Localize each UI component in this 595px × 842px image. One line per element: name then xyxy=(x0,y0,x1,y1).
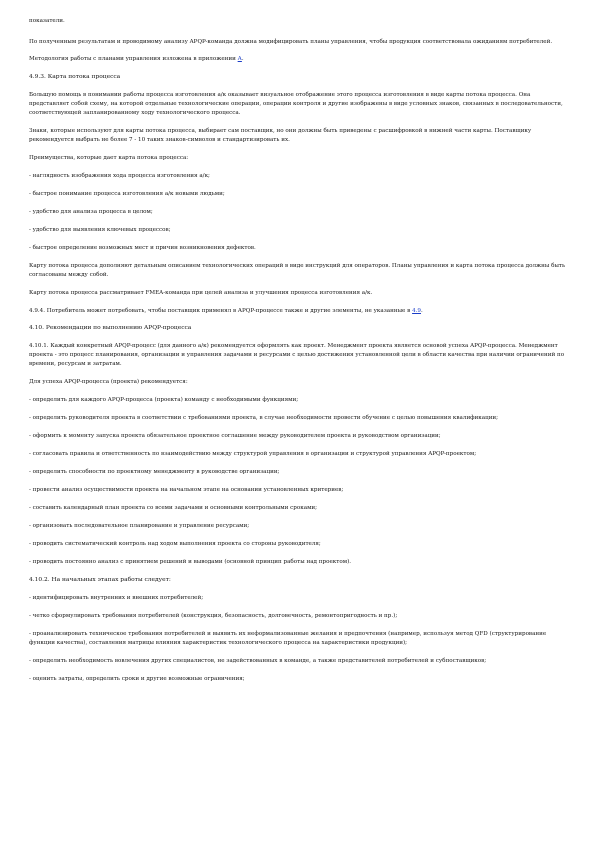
list-item: - быстрое понимание процесса изготовления а/к новыми людьми; xyxy=(29,191,225,197)
paragraph: 4.10.1. Каждый конкретный APQP-процесс (для данного а/к) рекомендуется оформлять как проект. Менеджмент проекта является основой успеха APQP-процесса. Менеджмент проекта - это процесс планирования, организации и управления задачами и ресурсами с целью достижения установленной цели в области качества при наличии ограничений по времени, ресурсам и затратам. xyxy=(29,343,565,367)
list-item: - организовать последовательное планирование и управление ресурсами; xyxy=(29,523,250,529)
list-item: - определить необходимость вовлечения других специалистов, не задействованных в команде, а также представителей потребителей и субпоставщиков; xyxy=(29,658,487,664)
appendix-a-link[interactable]: А xyxy=(237,56,242,62)
paragraph xyxy=(29,307,569,316)
paragraph xyxy=(29,55,569,64)
section-heading: 4.10. Рекомендации по выполнению APQP-процесса xyxy=(29,325,192,331)
paragraph: Знаки, которые используют для карты потока процесса, выбирает сам поставщик, но они должны быть приведены с расшифровкой в нижней части карты. Поставщику рекомендуется выбрать не более 7 - 10 таких знаков-символов и стандартизировать их. xyxy=(29,128,532,143)
list-item: - согласовать правила и ответственность по взаимодействию между структурой управления в организации и структурой управления APQP-проектом; xyxy=(29,451,477,457)
paragraph-text: . xyxy=(241,56,244,62)
list-item: - проводить постоянно анализ с принятием решений и выводами (основной принцип работы над проектом). xyxy=(29,559,352,565)
list-item: - наглядность изображения хода процесса изготовления а/к; xyxy=(29,173,210,179)
section-4-9-link[interactable]: 4.9 xyxy=(412,308,421,314)
list-item: - удобство для выявления ключевых процессов; xyxy=(29,227,171,233)
paragraph-text: . xyxy=(420,308,423,314)
list-item: - проводить систематический контроль над ходом выполнения проекта со стороны руководителя; xyxy=(29,541,321,547)
list-item: - оформить к моменту запуска проекта обязательное проектное соглашение между руководителем проекта и руководством организации; xyxy=(29,433,441,439)
paragraph: показатели. xyxy=(29,18,65,24)
list-item: - определить для каждого APQP-процесса (проекта) команду с необходимыми функциями; xyxy=(29,397,299,403)
document-page xyxy=(29,17,569,684)
list-item: - оценить затраты, определить сроки и другие возможные ограничения; xyxy=(29,676,245,682)
paragraph: По полученным результатам и проводимому анализу APQP-команда должна модифицировать планы управления, чтобы продукция соответствовала ожиданиям потребителей. xyxy=(29,39,553,45)
list-item: - составить календарный план проекта со всеми задачами и основными контрольными сроками; xyxy=(29,505,318,511)
paragraph-text: Методология работы с планами управления изложена в приложении xyxy=(29,56,238,62)
list-item: - определить способности по проектному менеджменту в руководстве организации; xyxy=(29,469,280,475)
paragraph: Большую помощь в понимании работы процесса изготовления а/к оказывает визуальное отображение этого процесса изготовления в виде карты потока процесса. Она представляет собой схему, на которой отдельные технологические операции, операции контроля и другие изображены в виде условных знаков, связанных в последовательности, соответствующей запланированному ходу технологического процесса. xyxy=(29,92,563,116)
list-item: - идентифицировать внутренних и внешних потребителей; xyxy=(29,595,204,601)
list-item: - четко сформулировать требования потребителей (конструкция, безопасность, долговечность, ремонтопригодность и пр.); xyxy=(29,613,398,619)
list-item: - быстрое определение возможных мест и причин возникновения дефектов. xyxy=(29,245,256,251)
section-heading: 4.10.2. На начальных этапах работы следует: xyxy=(29,577,171,583)
list-item: - провести анализ осуществимости проекта на начальном этапе на основании установленных критериев; xyxy=(29,487,344,493)
paragraph: Карту потока процесса дополняют детальным описанием технологических операций в виде инструкций для операторов. Планы управления и карта потока процесса должны быть согласованы между собой. xyxy=(29,263,566,278)
paragraph: Карту потока процесса рассматривает FMEA-команда при целей анализа и улучшения процесса изготовления а/к. xyxy=(29,290,373,296)
paragraph: Преимущества, которые дает карта потока процесса: xyxy=(29,155,189,161)
list-item: - проанализировать техническое требования потребителей и выявить их неформализованные желания и предпочтения (например, используя метод QFD (структурирование функции качества), составления матрицы влияния характеристик технологического процесса на характеристики продукции); xyxy=(29,631,547,646)
paragraph-text: 4.9.4. Потребитель может потребовать, чтобы поставщик применял в APQP-процессе также и другие элементы, не указанные в xyxy=(29,308,413,314)
section-heading: 4.9.3. Карта потока процесса xyxy=(29,74,121,80)
list-item: - удобство для анализа процесса в целом; xyxy=(29,209,153,215)
paragraph: Для успеха APQP-процесса (проекта) рекомендуется: xyxy=(29,379,188,385)
list-item: - определить руководителя проекта в соответствии с требованиями проекта, в случае необходимости провести обучение с целью повышения квалификации; xyxy=(29,415,499,421)
